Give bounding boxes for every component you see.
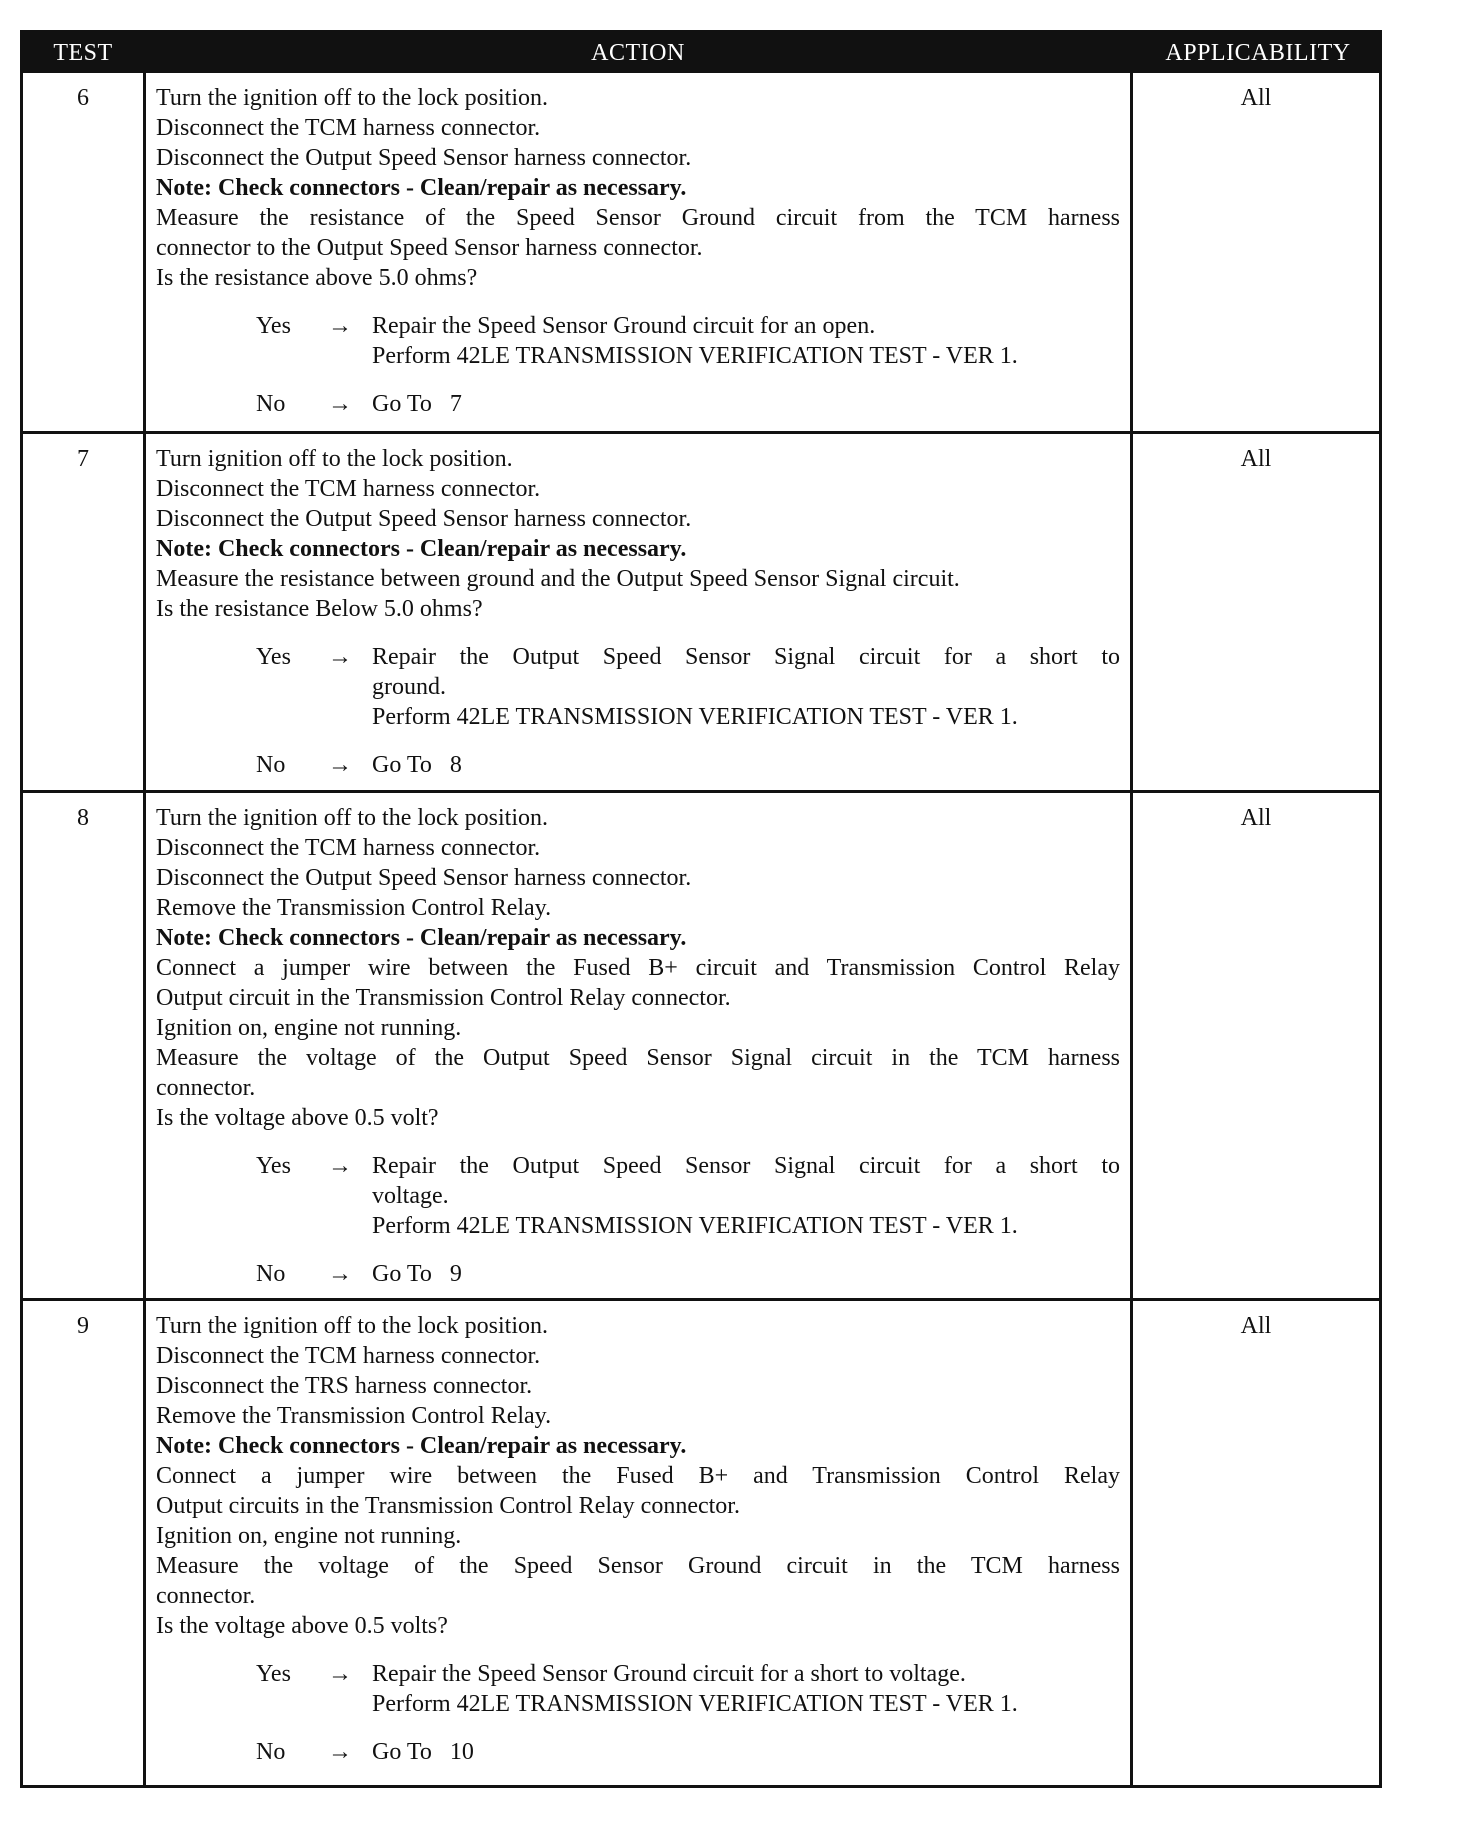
arrow-right-icon: →	[328, 1261, 352, 1287]
action-line: Measure the resistance between ground and the Output Speed Sensor Signal circuit.	[156, 566, 960, 592]
action-line: connector to the Output Speed Sensor harness connector.	[156, 235, 703, 261]
diagnostic-table	[20, 30, 1382, 1788]
action-line: Turn the ignition off to the lock position.	[156, 805, 549, 831]
action-cell	[143, 73, 1133, 431]
question-line: Is the resistance Below 5.0 ohms?	[156, 596, 483, 622]
go-to-link[interactable]: Go To 7	[372, 391, 462, 417]
go-to-link[interactable]: Go To 9	[372, 1261, 462, 1287]
question-line: Is the voltage above 0.5 volt?	[156, 1105, 439, 1131]
yes-line: Perform 42LE TRANSMISSION VERIFICATION TEST - VER 1.	[372, 343, 1018, 369]
applicability-cell: All	[1240, 85, 1272, 111]
no-answer	[156, 1259, 1120, 1289]
note-line: Note: Check connectors - Clean/repair as necessary.	[156, 1433, 687, 1459]
yes-line: Repair the Output Speed Sensor Signal circuit for a short to	[372, 644, 1120, 670]
yes-line: Repair the Output Speed Sensor Signal circuit for a short to	[372, 1153, 1120, 1179]
applicability-cell: All	[1240, 1313, 1272, 1339]
action-cell	[143, 1301, 1133, 1785]
yes-line: ground.	[372, 674, 446, 700]
action-line: Turn ignition off to the lock position.	[156, 446, 513, 472]
test-number: 7	[77, 446, 89, 472]
yes-line: Repair the Speed Sensor Ground circuit for an open.	[372, 313, 876, 339]
action-line: Turn the ignition off to the lock position.	[156, 1313, 549, 1339]
go-to-link[interactable]: Go To 8	[372, 752, 462, 778]
yes-line: Repair the Speed Sensor Ground circuit for a short to voltage.	[372, 1661, 966, 1687]
action-line: Disconnect the TCM harness connector.	[156, 115, 541, 141]
no-answer	[156, 1737, 1120, 1767]
action-line: Measure the voltage of the Speed Sensor Ground circuit in the TCM harness	[156, 1553, 1120, 1579]
note-line: Note: Check connectors - Clean/repair as necessary.	[156, 536, 687, 562]
arrow-right-icon: →	[328, 1739, 352, 1765]
yes-label: Yes	[256, 1153, 291, 1179]
no-label: No	[256, 1261, 286, 1287]
no-label: No	[256, 1739, 286, 1765]
no-answer	[156, 750, 1120, 780]
action-line: Disconnect the Output Speed Sensor harness connector.	[156, 865, 692, 891]
test-number: 8	[77, 805, 89, 831]
yes-line: Perform 42LE TRANSMISSION VERIFICATION TEST - VER 1.	[372, 1691, 1018, 1717]
action-line: Disconnect the Output Speed Sensor harness connector.	[156, 506, 692, 532]
arrow-right-icon: →	[328, 1153, 352, 1179]
yes-label: Yes	[256, 644, 291, 670]
arrow-right-icon: →	[328, 752, 352, 778]
action-line: Measure the resistance of the Speed Sensor Ground circuit from the TCM harness	[156, 205, 1120, 231]
no-answer	[156, 389, 1120, 419]
test-number: 6	[77, 85, 89, 111]
arrow-right-icon: →	[328, 1661, 352, 1687]
action-line: Remove the Transmission Control Relay.	[156, 1403, 552, 1429]
action-line: Disconnect the TCM harness connector.	[156, 835, 541, 861]
table-row-test-6	[23, 73, 1379, 431]
no-label: No	[256, 752, 286, 778]
yes-label: Yes	[256, 313, 291, 339]
action-line: Connect a jumper wire between the Fused B+ and Transmission Control Relay	[156, 1463, 1120, 1489]
header-action: ACTION	[591, 40, 685, 66]
yes-label: Yes	[256, 1661, 291, 1687]
yes-answer	[156, 311, 1120, 371]
yes-answer	[156, 1151, 1120, 1241]
note-line: Note: Check connectors - Clean/repair as necessary.	[156, 175, 687, 201]
header-test: TEST	[53, 40, 113, 66]
action-line: connector.	[156, 1075, 256, 1101]
question-line: Is the resistance above 5.0 ohms?	[156, 265, 478, 291]
action-line: Disconnect the TCM harness connector.	[156, 476, 541, 502]
action-line: Turn the ignition off to the lock position.	[156, 85, 549, 111]
yes-line: voltage.	[372, 1183, 449, 1209]
action-cell	[143, 434, 1133, 790]
action-line: Ignition on, engine not running.	[156, 1015, 462, 1041]
applicability-cell: All	[1240, 805, 1272, 831]
go-to-link[interactable]: Go To 10	[372, 1739, 474, 1765]
table-row-test-8	[23, 793, 1379, 1298]
no-label: No	[256, 391, 286, 417]
action-line: Disconnect the TCM harness connector.	[156, 1343, 541, 1369]
header-applicability: APPLICABILITY	[1165, 40, 1351, 66]
question-line: Is the voltage above 0.5 volts?	[156, 1613, 448, 1639]
yes-line: Perform 42LE TRANSMISSION VERIFICATION TEST - VER 1.	[372, 704, 1018, 730]
action-line: Disconnect the Output Speed Sensor harness connector.	[156, 145, 692, 171]
action-cell	[143, 793, 1133, 1298]
yes-answer	[156, 642, 1120, 732]
action-line: Output circuit in the Transmission Control Relay connector.	[156, 985, 731, 1011]
action-line: Output circuits in the Transmission Control Relay connector.	[156, 1493, 740, 1519]
action-line: Remove the Transmission Control Relay.	[156, 895, 552, 921]
table-row-test-9	[23, 1301, 1379, 1785]
action-line: Ignition on, engine not running.	[156, 1523, 462, 1549]
table-header	[23, 33, 1379, 73]
arrow-right-icon: →	[328, 644, 352, 670]
action-line: connector.	[156, 1583, 256, 1609]
action-line: Disconnect the TRS harness connector.	[156, 1373, 533, 1399]
action-line: Measure the voltage of the Output Speed Sensor Signal circuit in the TCM harness	[156, 1045, 1120, 1071]
yes-line: Perform 42LE TRANSMISSION VERIFICATION TEST - VER 1.	[372, 1213, 1018, 1239]
note-line: Note: Check connectors - Clean/repair as necessary.	[156, 925, 687, 951]
table-row-test-7	[23, 434, 1379, 790]
applicability-cell: All	[1240, 446, 1272, 472]
yes-answer	[156, 1659, 1120, 1719]
action-line: Connect a jumper wire between the Fused B+ circuit and Transmission Control Relay	[156, 955, 1120, 981]
test-number: 9	[77, 1313, 89, 1339]
arrow-right-icon: →	[328, 313, 352, 339]
arrow-right-icon: →	[328, 391, 352, 417]
